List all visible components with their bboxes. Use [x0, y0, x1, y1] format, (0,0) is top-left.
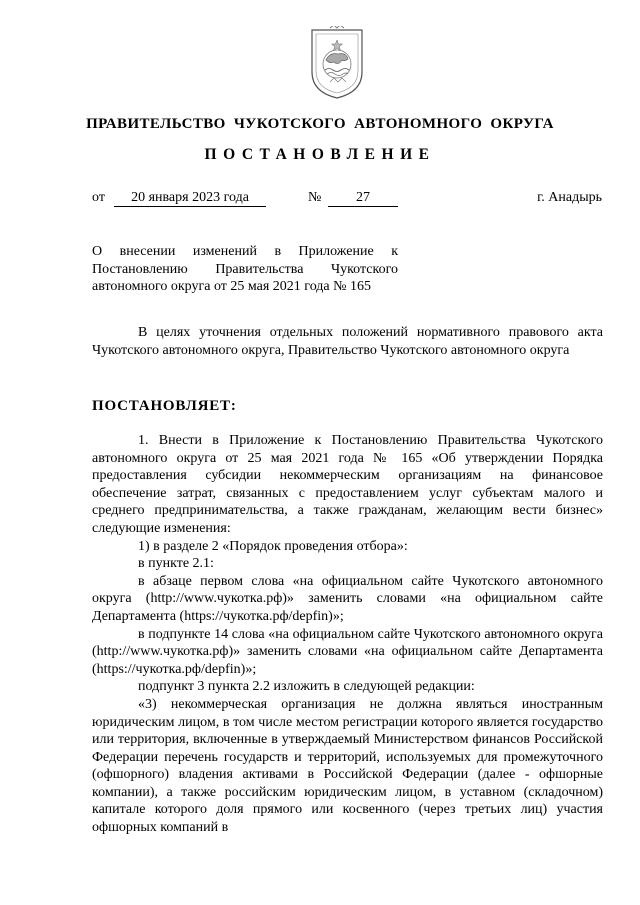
intro-paragraph: В целях уточнения отдельных положений нормативного правового акта Чукотского автономного округа, Правительство Чукотского автономного округа [92, 325, 603, 358]
paragraph: «3) некоммерческая организация не должна являться иностранным юридическим лицом, в том числе местом регистрации которого является государство или территория, включенные в утверждаемый Министерством финансов Российской Федерации перечень государств и территорий, используемых для промежуточного (офшорного) владения активами в Российской Федерации (далее - офшорные компании), а также российским юридическим лицом, в уставном (складочном) капитале которого доля прямого или косвенного (через третьих лиц) участия офшорных компаний в [92, 696, 603, 836]
paragraph: 1. Внести в Приложение к Постановлению Правительства Чукотского автономного округа от 25 мая 2021 года № 165 «Об утверждении Порядка предоставления субсидии некоммерческим организациям на финансовое обеспечение затрат, связанных с предоставлением услуг субъектам малого и среднего предпринимательства, а также гражданам, желающим вести бизнес» следующие изменения: [92, 433, 603, 536]
coat-of-arms-emblem-icon [308, 26, 366, 102]
document-city: г. Анадырь [537, 190, 602, 205]
paragraph: в абзаце первом слова «на официальном сайте Чукотского автономного округа (http://www.чукотка.рф)» заменить словами «на официальном сайте Департамента (https://чукотка.рф/depfin)»; [92, 573, 603, 624]
intro-paragraph-block [92, 324, 603, 359]
paragraph: 1) в разделе 2 «Порядок проведения отбора»: [138, 538, 408, 554]
document-subject: О внесении изменений в Приложение к Постановлению Правительства Чукотского автономного округа от 25 мая 2021 года № 165 [92, 244, 398, 294]
date-prefix-label: от [92, 190, 105, 205]
paragraph: в подпункте 14 слова «на официальном сайте Чукотского автономного округа (http://www.чукотка.рф)» заменить словами «на официальном сайте Департамента (https://чукотка.рф/depfin)»; [92, 626, 603, 677]
number-sign-label: № [308, 190, 322, 205]
resolves-heading: ПОСТАНОВЛЯЕТ: [92, 398, 237, 414]
main-text-block [92, 432, 603, 837]
document-meta-row [92, 190, 602, 210]
document-number: 27 [328, 190, 398, 207]
paragraph: подпункт 3 пункта 2.2 изложить в следующей редакции: [138, 679, 475, 695]
document-date: 20 января 2023 года [114, 190, 266, 207]
government-title: ПРАВИТЕЛЬСТВО ЧУКОТСКОГО АВТОНОМНОГО ОКРУГА [86, 116, 554, 132]
paragraph: в пункте 2.1: [138, 556, 214, 572]
document-type-heading: ПОСТАНОВЛЕНИЕ [204, 146, 436, 163]
